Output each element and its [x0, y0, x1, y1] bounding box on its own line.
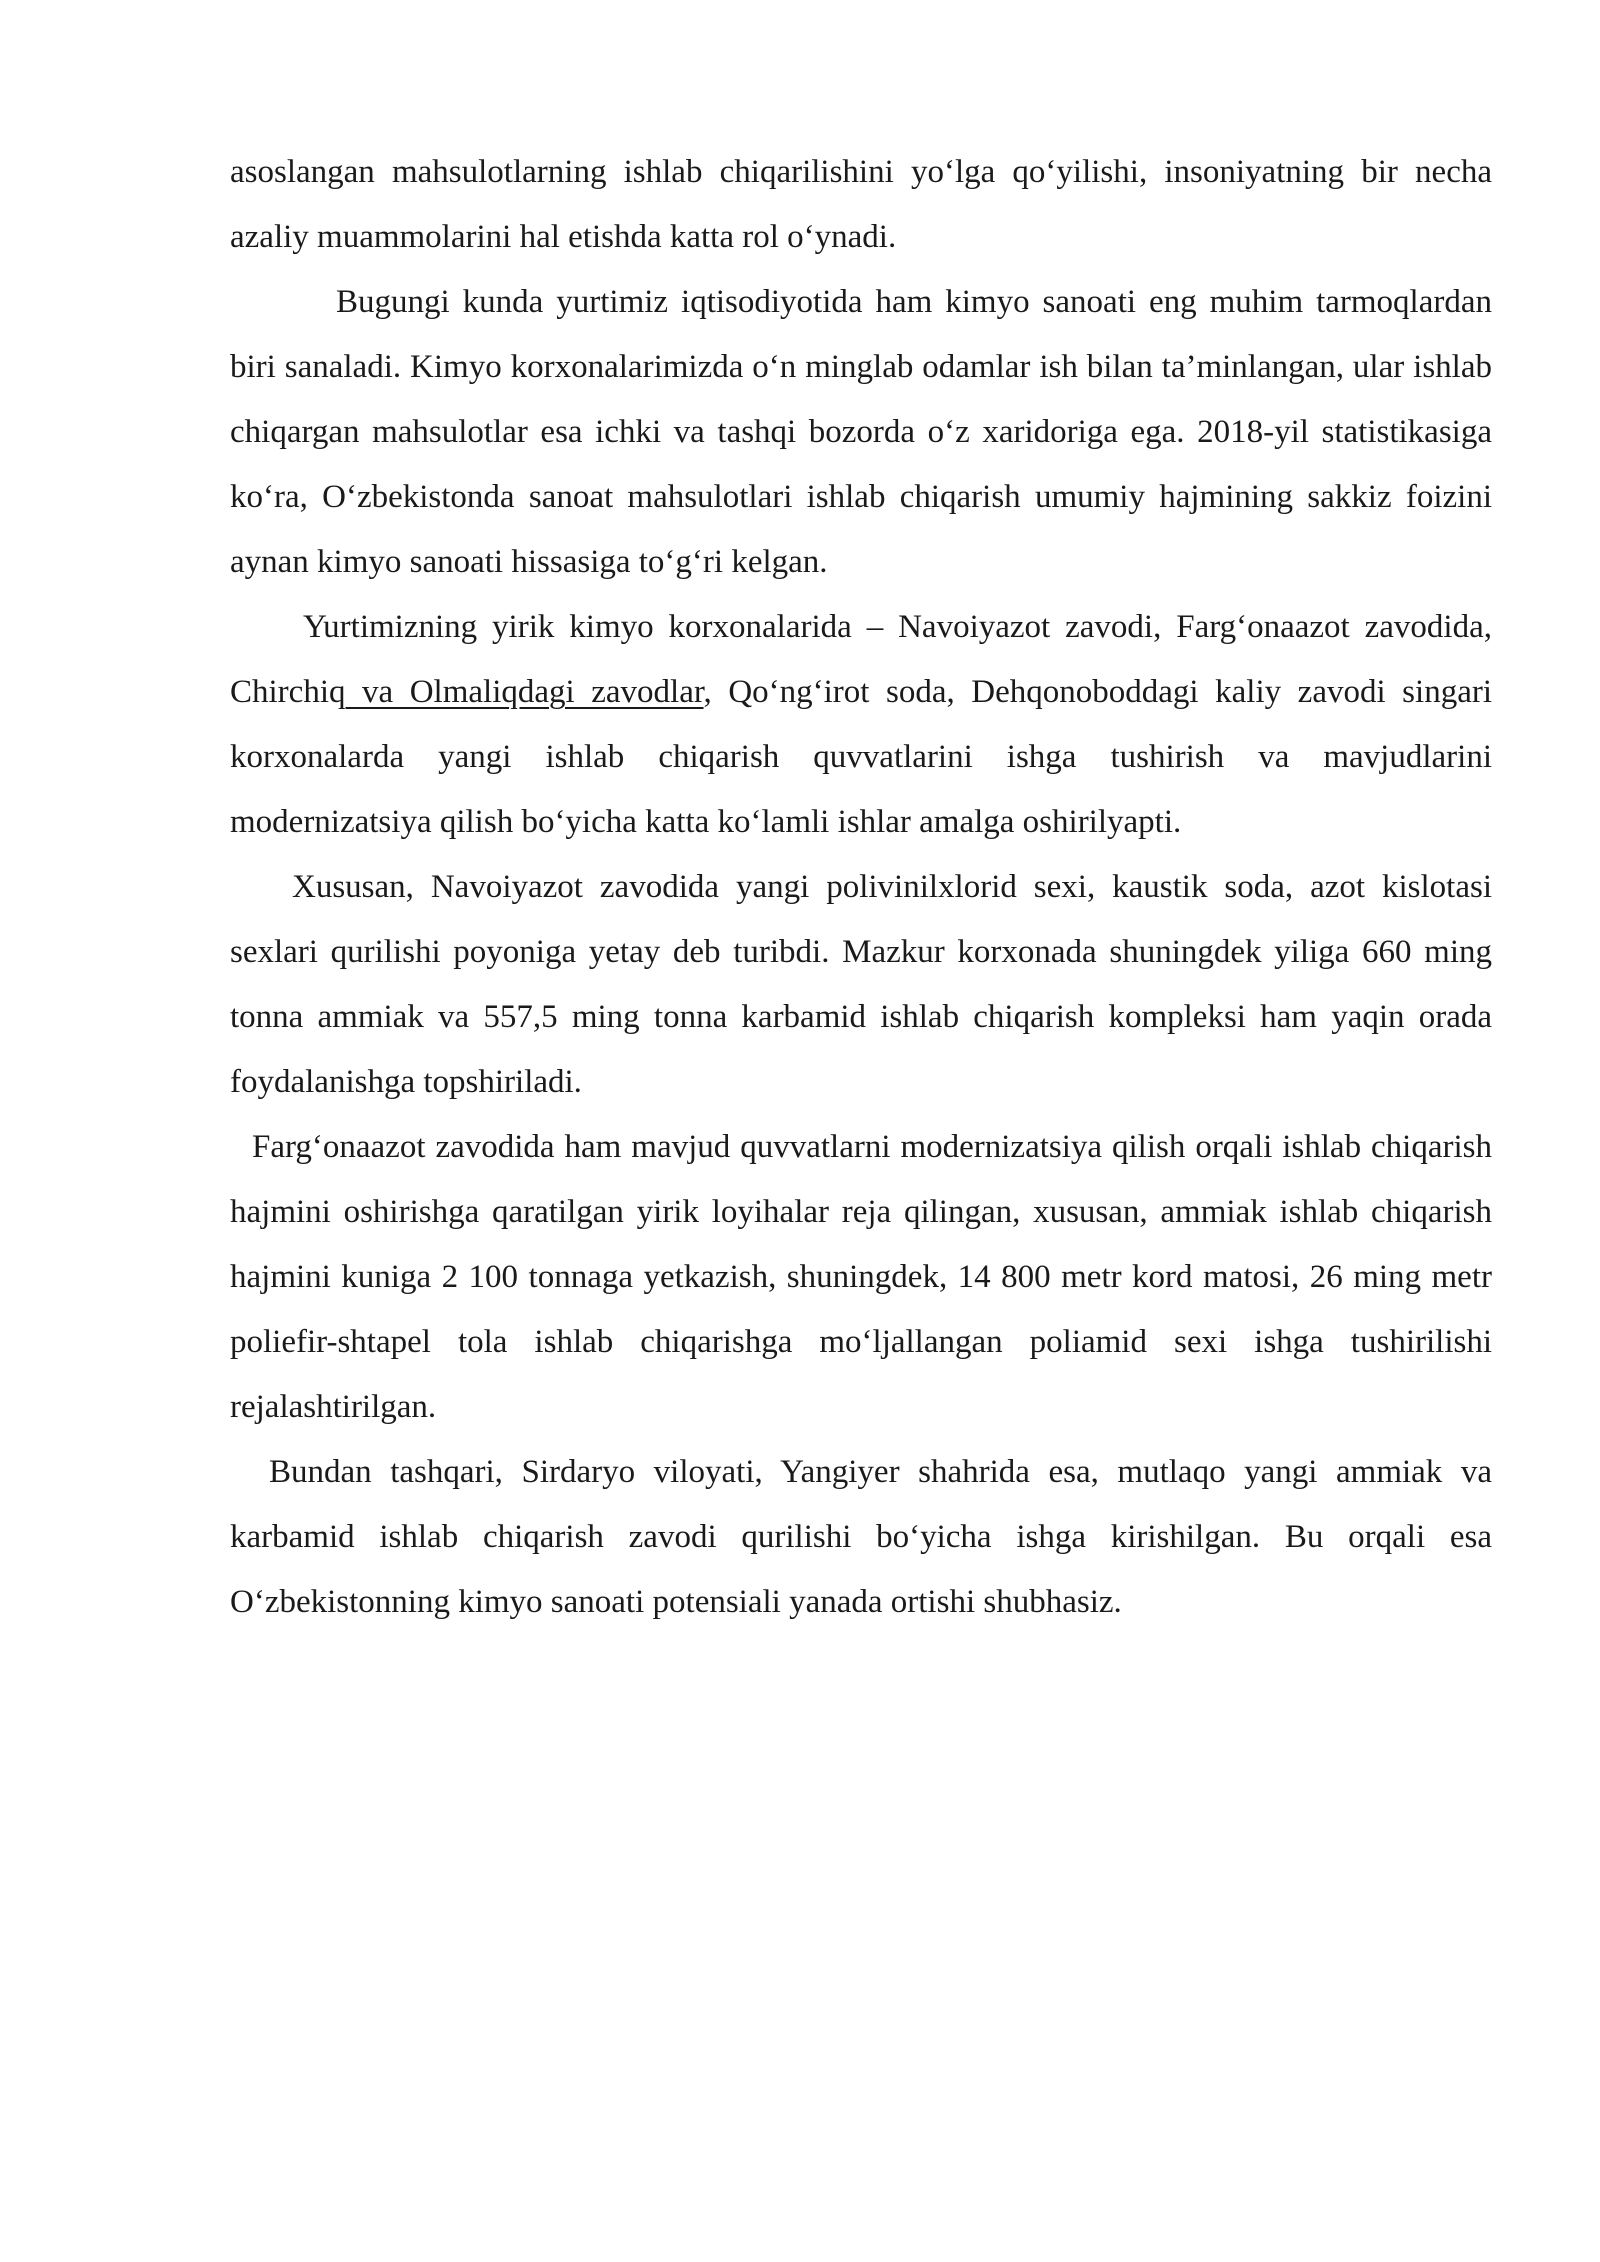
underlined-phrase: va Olmaliqdagi zavodlar	[345, 674, 704, 710]
paragraph-3-text-end: , Qo‘ng‘irot soda, Dehqonoboddagi kaliy zavodi singari korxonalarda yangi ishlab chiqarish quvvatlarini ishga tushirish va mavjudlarini modernizatsiya qilish bo‘yicha katta ko‘lamli ishlar amalga oshirilyapti.	[230, 674, 1492, 840]
paragraph-3	[230, 595, 1492, 855]
document-body	[230, 140, 1492, 1635]
paragraph-6: Bundan tashqari, Sirdaryo viloyati, Yangiyer shahrida esa, mutlaqo yangi ammiak va karbamid ishlab chiqarish zavodi qurilishi bo‘yicha ishga kirishilgan. Bu orqali esa O‘zbekistonning kimyo sanoati potensiali yanada ortishi shubhasiz.	[230, 1454, 1492, 1620]
paragraph-3-text-start: Yurtimizning yirik kimyo korxonalarida – Navoiyazot zavodi, Farg‘onaazot zavodida, Chirchiq	[230, 609, 1492, 710]
paragraph-4: Xususan, Navoiyazot zavodida yangi polivinilxlorid sexi, kaustik soda, azot kislotasi sexlari qurilishi poyoniga yetay deb turibdi. Mazkur korxonada shuningdek yiliga 660 ming tonna ammiak va 557,5 ming tonna karbamid ishlab chiqarish kompleksi ham yaqin orada foydalanishga topshiriladi.	[230, 869, 1492, 1100]
paragraph-2: Bugungi kunda yurtimiz iqtisodiyotida ham kimyo sanoati eng muhim tarmoqlardan biri sanaladi. Kimyo korxonalarimizda o‘n minglab odamlar ish bilan ta’minlangan, ular ishlab chiqargan mahsulotlar esa ichki va tashqi bozorda o‘z xaridoriga ega. 2018-yil statistikasiga ko‘ra, O‘zbekistonda sanoat mahsulotlari ishlab chiqarish umumiy hajmining sakkiz foizini aynan kimyo sanoati hissasiga to‘g‘ri kelgan.	[230, 284, 1492, 580]
paragraph-1: asoslangan mahsulotlarning ishlab chiqarilishini yo‘lga qo‘yilishi, insoniyatning bir necha azaliy muammolarini hal etishda katta rol o‘ynadi.	[230, 154, 1492, 255]
paragraph-5: Farg‘onaazot zavodida ham mavjud quvvatlarni modernizatsiya qilish orqali ishlab chiqarish hajmini oshirishga qaratilgan yirik loyihalar reja qilingan, xususan, ammiak ishlab chiqarish hajmini kuniga 2 100 tonnaga yetkazish, shuningdek, 14 800 metr kord matosi, 26 ming metr poliefir-shtapel tola ishlab chiqarishga mo‘ljallangan poliamid sexi ishga tushirilishi rejalashtirilgan.	[230, 1129, 1492, 1425]
